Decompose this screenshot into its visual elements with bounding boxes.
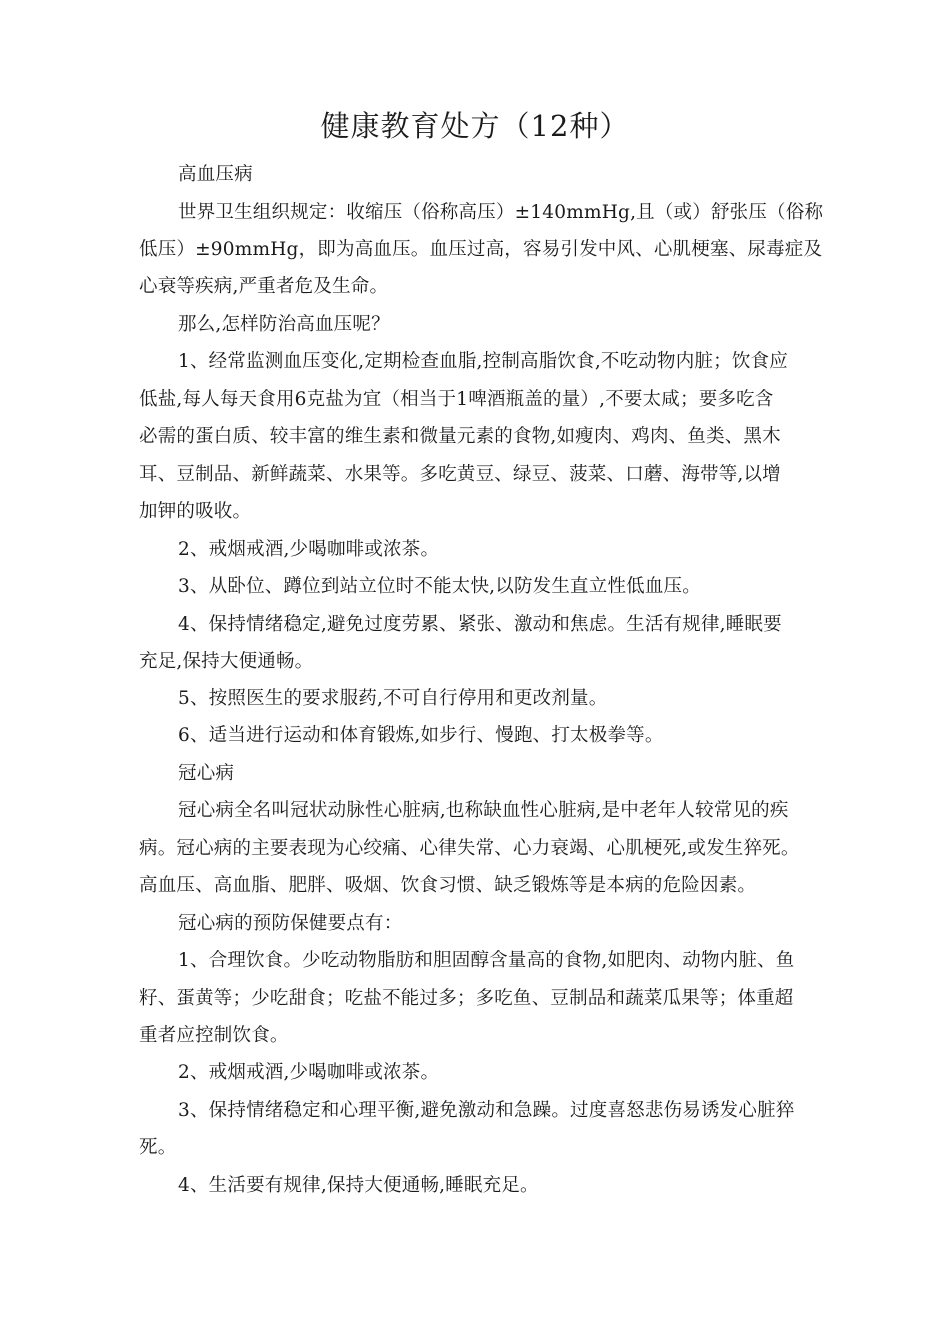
- list-item-line: 3、保持情绪稳定和心理平衡,避免激动和急躁。过度喜怒悲伤易诱发心脏猝: [178, 1100, 795, 1121]
- list-item-line: 4、保持情绪稳定,避免过度劳累、紧张、激动和焦虑。生活有规律,睡眠要: [178, 614, 782, 635]
- list-item-line: 死。: [139, 1137, 177, 1158]
- list-item-line: 6、适当进行运动和体育锻炼,如步行、慢跑、打太极拳等。: [178, 725, 664, 746]
- list-item-line: 充足,保持大便通畅。: [139, 651, 314, 672]
- paragraph-line: 冠心病全名叫冠状动脉性心脏病,也称缺血性心脏病,是中老年人较常见的疾: [178, 800, 789, 821]
- list-item-line: 2、戒烟戒酒,少喝咖啡或浓茶。: [178, 1062, 440, 1083]
- paragraph-line: 心衰等疾病,严重者危及生命。: [139, 276, 389, 297]
- paragraph-line: 世界卫生组织规定：收缩压（俗称高压）±140mmHg,且（或）舒张压（俗称: [178, 202, 824, 223]
- paragraph-line: 高血压、高血脂、肥胖、吸烟、饮食习惯、缺乏锻炼等是本病的危险因素。: [139, 875, 757, 896]
- paragraph-line: 冠心病的预防保健要点有：: [178, 913, 403, 934]
- paragraph-line: 那么,怎样防治高血压呢？: [178, 314, 390, 335]
- list-item-line: 4、生活要有规律,保持大便通畅,睡眠充足。: [178, 1175, 539, 1196]
- list-item-line: 2、戒烟戒酒,少喝咖啡或浓茶。: [178, 539, 440, 560]
- list-item-line: 3、从卧位、蹲位到站立位时不能太快,以防发生直立性低血压。: [178, 576, 701, 597]
- list-item-line: 1、经常监测血压变化,定期检查血脂,控制高脂饮食,不吃动物内脏；饮食应: [178, 351, 788, 372]
- list-item-line: 耳、豆制品、新鲜蔬菜、水果等。多吃黄豆、绿豆、菠菜、口蘑、海带等,以增: [139, 464, 781, 485]
- list-item-line: 1、合理饮食。少吃动物脂肪和胆固醇含量高的食物,如肥肉、动物内脏、鱼: [178, 950, 795, 971]
- list-item-line: 籽、蛋黄等；少吃甜食；吃盐不能过多；多吃鱼、豆制品和蔬菜瓜果等；体重超: [139, 988, 794, 1009]
- section-heading-hypertension: 高血压病: [178, 164, 253, 185]
- document-title: 健康教育处方（12种）: [320, 109, 630, 143]
- list-item-line: 低盐,每人每天食用6克盐为宜（相当于1啤酒瓶盖的量）,不要太咸；要多吃含: [139, 389, 774, 410]
- list-item-line: 5、按照医生的要求服药,不可自行停用和更改剂量。: [178, 688, 608, 709]
- paragraph-line: 低压）±90mmHg，即为高血压。血压过高，容易引发中风、心肌梗塞、尿毒症及: [139, 239, 823, 260]
- section-heading-chd: 冠心病: [178, 763, 235, 784]
- paragraph-line: 病。冠心病的主要表现为心绞痛、心律失常、心力衰竭、心肌梗死,或发生猝死。: [139, 838, 800, 859]
- list-item-line: 必需的蛋白质、较丰富的维生素和微量元素的食物,如瘦肉、鸡肉、鱼类、黑木: [139, 426, 781, 447]
- list-item-line: 加钾的吸收。: [139, 501, 252, 522]
- list-item-line: 重者应控制饮食。: [139, 1025, 289, 1046]
